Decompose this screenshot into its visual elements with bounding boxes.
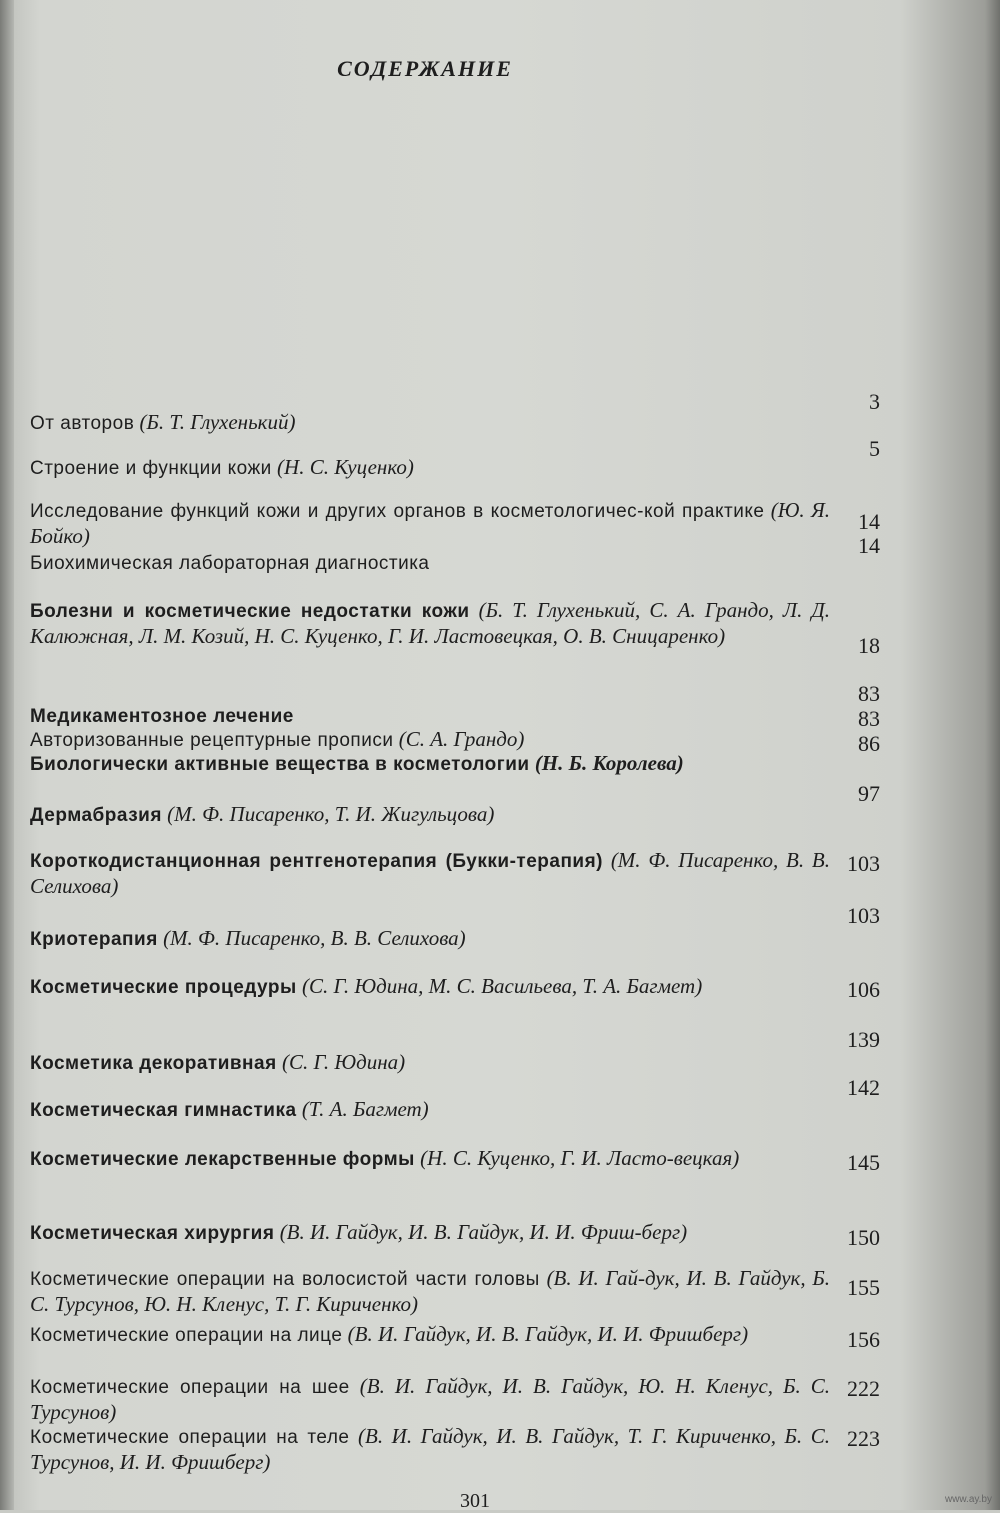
- toc-entry: [30, 848, 830, 898]
- toc-entry: [30, 1374, 830, 1424]
- toc-entry: [30, 1097, 830, 1123]
- entry-page-number: 156: [847, 1327, 880, 1352]
- entry-authors: (Н. С. Куценко): [277, 455, 414, 479]
- entry-page-number: 145: [847, 1150, 880, 1175]
- entry-page-number: 103: [847, 903, 880, 928]
- toc-entry: [30, 598, 830, 648]
- entry-page-number: 97: [858, 781, 880, 806]
- entry-page-number: 103: [847, 851, 880, 876]
- entry-authors: (Б. Т. Глухенький): [139, 410, 296, 434]
- toc-entry: [30, 455, 830, 481]
- entry-title: Косметические процедуры: [30, 977, 297, 998]
- entry-title: Косметическая гимнастика: [30, 1100, 297, 1121]
- entry-page-number: 86: [858, 731, 880, 756]
- entry-title: Косметические операции на шее: [30, 1377, 350, 1398]
- entry-title: Исследование функций кожи и других органов в косметологичес-кой практике: [30, 501, 765, 522]
- entry-title: Косметические лекарственные формы: [30, 1149, 415, 1170]
- entry-title: Медикаментозное лечение: [30, 706, 294, 727]
- entry-authors: (Ю. Я. Бойко): [30, 498, 831, 548]
- entry-authors: (Н. С. Куценко, Г. И. Ласто-вецкая): [420, 1146, 740, 1170]
- toc-entry: [30, 1220, 830, 1246]
- entry-page-number: 150: [847, 1225, 880, 1250]
- entry-authors: (С. Г. Юдина, М. С. Васильева, Т. А. Багмет): [301, 974, 703, 998]
- entry-title: Биологически активные вещества в косметологии: [30, 754, 530, 775]
- entry-authors: (М. Ф. Писаренко, В. В. Селихова): [163, 926, 466, 950]
- entry-page-number: 5: [869, 436, 880, 461]
- toc-heading: СОДЕРЖАНИЕ: [337, 56, 513, 81]
- entry-title: Косметика декоративная: [30, 1053, 277, 1074]
- entry-page-number: 14: [858, 509, 880, 534]
- toc-entry: [30, 802, 830, 828]
- toc-entry: [30, 1146, 830, 1172]
- entry-authors: (В. И. Гай-дук, И. В. Гайдук, Б. С. Турсунов, Ю. Н. Кленус, Т. Г. Кириченко): [30, 1266, 831, 1316]
- entry-title: Криотерапия: [30, 929, 158, 950]
- toc-entry: [30, 410, 830, 436]
- entry-page-number: 106: [847, 977, 880, 1002]
- toc-entry: [30, 1050, 830, 1076]
- entry-title: От авторов: [30, 413, 135, 434]
- entry-authors: (М. Ф. Писаренко, В. В. Селихова): [30, 848, 830, 898]
- entry-authors: (В. И. Гайдук, И. В. Гайдук, И. И. Фришберг): [347, 1322, 749, 1346]
- toc-entry: [30, 550, 830, 576]
- entry-title: Косметическая хирургия: [30, 1223, 275, 1244]
- entry-authors: (В. И. Гайдук, И. В. Гайдук, И. И. Фриш-берг): [279, 1220, 688, 1244]
- footer-page-number: 301: [460, 1490, 490, 1512]
- toc-entry: [30, 1424, 830, 1474]
- toc-entry: [30, 1322, 830, 1348]
- toc-entry: [30, 974, 830, 1000]
- entry-title: Короткодистанционная рентгенотерапия (Букки-терапия): [30, 851, 604, 872]
- entry-page-number: 222: [847, 1376, 880, 1401]
- entry-authors: (В. И. Гайдук, И. В. Гайдук, Т. Г. Кириченко, Б. С. Турсунов, И. И. Фришберг): [30, 1424, 830, 1474]
- toc-entry: [30, 498, 830, 548]
- entry-page-number: 155: [847, 1275, 880, 1300]
- entry-authors: (С. Г. Юдина): [281, 1050, 406, 1074]
- toc-entry: [30, 703, 830, 729]
- entry-title: Косметические операции на теле: [30, 1427, 350, 1448]
- toc-entry: [30, 1266, 830, 1316]
- entry-authors: (Т. А. Багмет): [301, 1097, 429, 1121]
- entry-authors: (Н. Б. Королева): [534, 751, 684, 775]
- entry-page-number: 142: [847, 1075, 880, 1100]
- entry-page-number: 18: [858, 633, 880, 658]
- entry-page-number: 223: [847, 1426, 880, 1451]
- entry-authors: (С. А. Грандо): [398, 727, 525, 751]
- entry-authors: (М. Ф. Писаренко, Т. И. Жигульцова): [167, 802, 495, 826]
- entry-page-number: 14: [858, 533, 880, 558]
- toc-entry: [30, 926, 830, 952]
- entry-title: Дермабразия: [30, 805, 162, 826]
- entry-title: Косметические операции на волосистой части головы: [30, 1269, 540, 1290]
- book-spine: [0, 0, 14, 1510]
- entry-title: Авторизованные рецептурные прописи: [30, 730, 394, 751]
- entry-title: Косметические операции на лице: [30, 1325, 343, 1346]
- entry-title: Строение и функции кожи: [30, 458, 272, 479]
- entry-title: Биохимическая лабораторная диагностика: [30, 553, 430, 574]
- entry-page-number: 3: [869, 389, 880, 414]
- entry-page-number: 83: [858, 706, 880, 731]
- toc-entry: [30, 751, 830, 777]
- entry-title: Болезни и косметические недостатки кожи: [30, 601, 470, 622]
- watermark: www.ay.by: [944, 1494, 992, 1505]
- entry-authors: (Б. Т. Глухенький, С. А. Грандо, Л. Д. Калюжная, Л. М. Козий, Н. С. Куценко, Г. И. Ластовецкая, О. В. Сницаренко): [30, 598, 831, 648]
- entry-authors: (В. И. Гайдук, И. В. Гайдук, Ю. Н. Кленус, Б. С. Турсунов): [30, 1374, 831, 1424]
- toc-entry: [30, 727, 830, 753]
- entry-page-number: 83: [858, 681, 880, 706]
- entry-page-number: 139: [847, 1027, 880, 1052]
